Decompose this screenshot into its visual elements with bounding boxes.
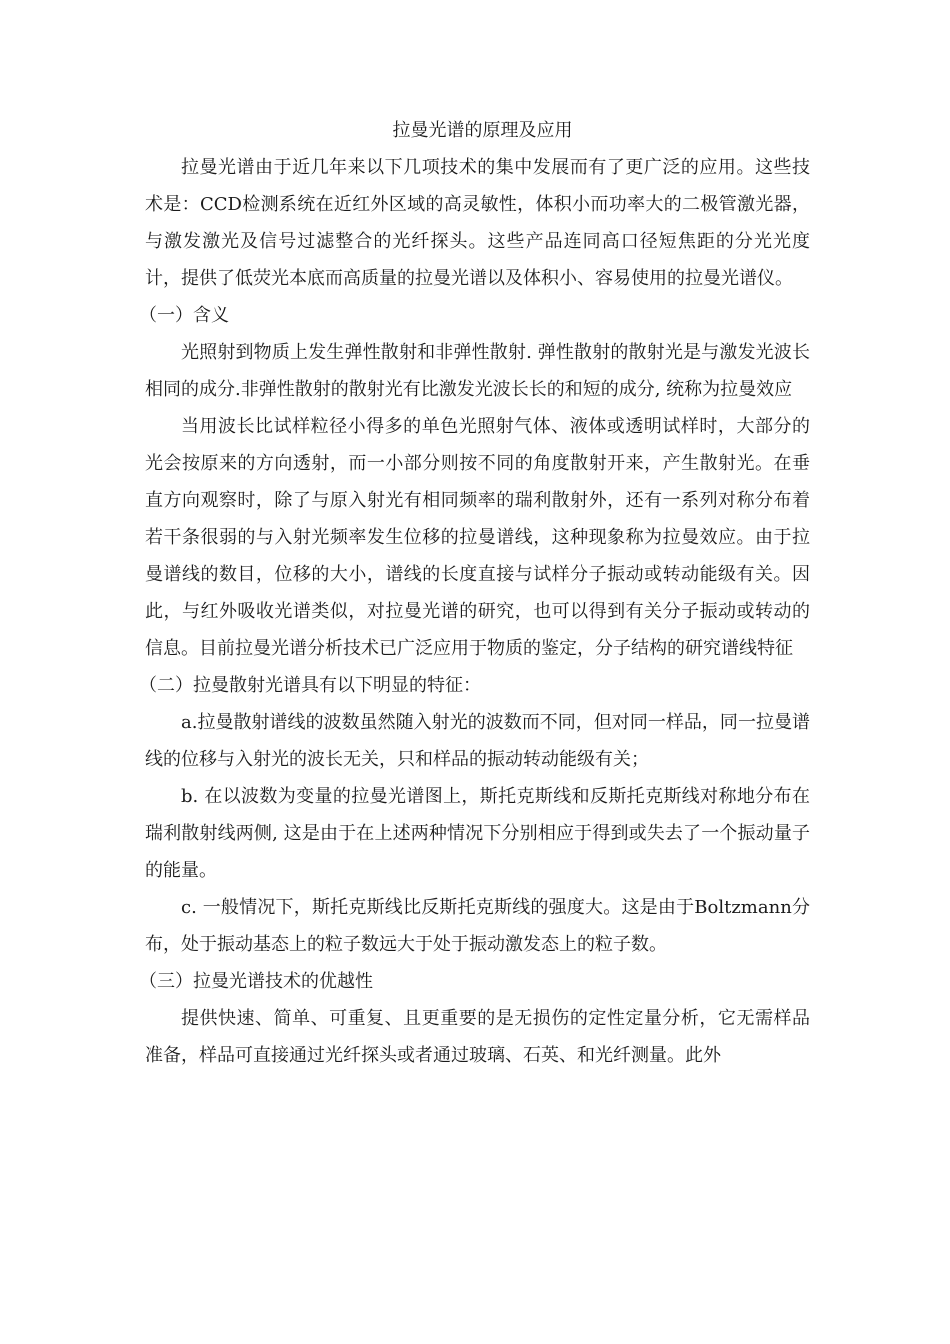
document-title: 拉曼光谱的原理及应用	[392, 120, 573, 141]
section-2-item-a: a.拉曼散射谱线的波数虽然随入射光的波数而不同，但对同一样品，同一拉曼谱线的位移与入射光的波长无关，只和样品的振动转动能级有关；	[145, 712, 810, 770]
section-3-paragraph-1: 提供快速、简单、可重复、且更重要的是无损伤的定性定量分析，它无需样品准备，样品可直接通过光纤探头或者通过玻璃、石英、和光纤测量。此外	[145, 1008, 810, 1066]
section-1-paragraph-2: 当用波长比试样粒径小得多的单色光照射气体、液体或透明试样时，大部分的光会按原来的方向透射，而一小部分则按不同的角度散射开来，产生散射光。在垂直方向观察时，除了与原入射光有相同频率的瑞利散射外，还有一系列对称分布着若干条很弱的与入射光频率发生位移的拉曼谱线，这种现象称为拉曼效应。由于拉曼谱线的数目，位移的大小，谱线的长度直接与试样分子振动或转动能级有关。因此，与红外吸收光谱类似，对拉曼光谱的研究，也可以得到有关分子振动或转动的信息。目前拉曼光谱分析技术已广泛应用于物质的鉴定，分子结构的研究谱线特征	[145, 416, 810, 659]
intro-paragraph: 拉曼光谱由于近几年来以下几项技术的集中发展而有了更广泛的应用。这些技术是：CCD检测系统在近红外区域的高灵敏性，体积小而功率大的二极管激光器，与激发激光及信号过滤整合的光纤探头。这些产品连同高口径短焦距的分光光度计，提供了低荧光本底而高质量的拉曼光谱以及体积小、容易使用的拉曼光谱仪。	[145, 157, 810, 289]
document-page	[139, 112, 810, 1074]
section-1-paragraph-1: 光照射到物质上发生弹性散射和非弹性散射. 弹性散射的散射光是与激发光波长相同的成分.非弹性散射的散射光有比激发光波长长的和短的成分, 统称为拉曼效应	[145, 342, 810, 400]
section-1-heading: （一）含义	[139, 305, 229, 326]
section-2-item-c: c. 一般情况下，斯托克斯线比反斯托克斯线的强度大。这是由于Boltzmann分布，处于振动基态上的粒子数远大于处于振动激发态上的粒子数。	[145, 897, 810, 955]
section-3-heading: （三）拉曼光谱技术的优越性	[139, 971, 373, 992]
section-2-item-b: b. 在以波数为变量的拉曼光谱图上，斯托克斯线和反斯托克斯线对称地分布在瑞利散射线两侧, 这是由于在上述两种情况下分别相应于得到或失去了一个振动量子的能量。	[145, 786, 810, 881]
section-2-heading: （二）拉曼散射光谱具有以下明显的特征：	[139, 675, 481, 696]
